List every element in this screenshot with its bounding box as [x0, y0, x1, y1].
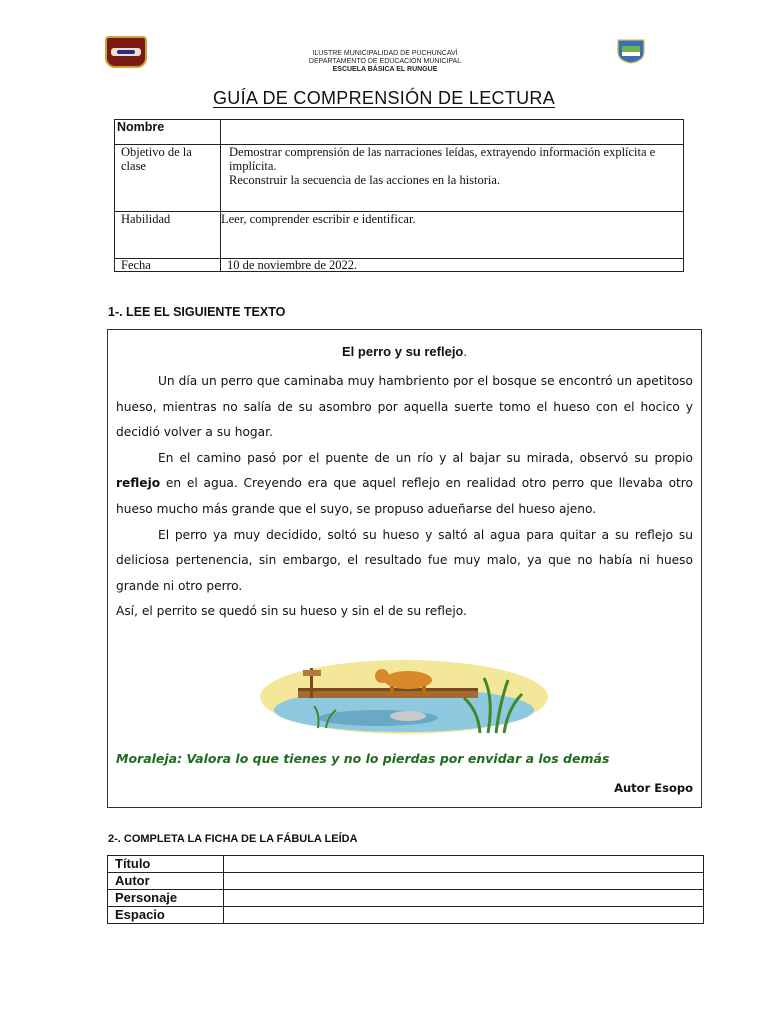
story-paragraph-3: El perro ya muy decidido, soltó su hueso y saltó al agua para quitar a su reflejo su deliciosa pertenencia, sin embargo, el resultado fue muy malo, ya que no había ni hueso grande ni otro perro. [116, 527, 693, 593]
fecha-label: Fecha [115, 259, 221, 272]
story-p2-before: En el camino pasó por el puente de un río y al bajar su mirada, observó su propio [158, 450, 693, 465]
info-table [114, 119, 684, 272]
institution-header [250, 50, 520, 74]
form-row [108, 856, 704, 873]
header-line-1: ILUSTRE MUNICIPALIDAD DE PUCHUNCAVÍ [312, 50, 458, 57]
dog-reflection-illustration [258, 658, 550, 736]
fecha-value: 10 de noviembre de 2022. [221, 259, 684, 272]
form-row [108, 890, 704, 907]
form-field-espacio[interactable] [224, 907, 704, 924]
objetivo-line-2: Reconstruir la secuencia de las acciones en la historia. [229, 173, 501, 187]
objetivo-value [221, 145, 684, 212]
story-title-text: El perro y su reflejo [342, 344, 464, 359]
form-field-autor[interactable] [224, 873, 704, 890]
page-title-text: GUÍA DE COMPRENSIÓN DE LECTURA [212, 88, 556, 108]
objetivo-line-1: Demostrar comprensión de las narraciones leídas, extrayendo información explícita e implícita. [229, 145, 656, 173]
nombre-label: Nombre [115, 120, 221, 145]
nombre-field[interactable] [221, 120, 684, 145]
habilidad-value: Leer, comprender escribir e identificar. [221, 212, 684, 259]
municipal-logo [616, 38, 646, 64]
form-label-personaje: Personaje [108, 890, 224, 907]
page-title [0, 88, 768, 109]
header-line-2: DEPARTAMENTO DE EDUCACIÓN MUNICIPAL [308, 58, 462, 65]
form-row [108, 907, 704, 924]
objetivo-label: Objetivo de la clase [115, 145, 221, 212]
story-paragraph-4: Así, el perrito se quedó sin su hueso y sin el de su reflejo. [116, 604, 467, 619]
form-field-titulo[interactable] [224, 856, 704, 873]
section-2-heading: 2-. COMPLETA LA FICHA DE LA FÁBULA LEÍDA [108, 833, 358, 845]
story-moral: Moraleja: Valora lo que tienes y no lo pierdas por envidar a los demás [116, 751, 610, 766]
story-text [116, 369, 693, 625]
form-label-espacio: Espacio [108, 907, 224, 924]
section-1-heading: 1-. LEE EL SIGUIENTE TEXTO [108, 305, 286, 319]
story-p2-bold: reflejo [116, 476, 161, 491]
form-label-titulo: Título [108, 856, 224, 873]
form-label-autor: Autor [108, 873, 224, 890]
story-paragraph-1: Un día un perro que caminaba muy hambriento por el bosque se encontró un apetitoso hueso, mientras no salía de su asombro por aquella suerte tomo el hueso con el hocico y decidió volver a su hogar. [116, 374, 693, 440]
story-p2-after: en el agua. Creyendo era que aquel reflejo en realidad otro perro que llevaba otro hueso mucho más grande que el suyo, se propuso adueñarse del hueso ajeno. [116, 476, 693, 516]
header-line-3: ESCUELA BÁSICA EL RUNGUE [332, 66, 438, 73]
habilidad-label: Habilidad [115, 212, 221, 259]
story-title [108, 344, 701, 359]
form-row [108, 873, 704, 890]
school-logo [105, 36, 147, 68]
story-author: Autor Esopo [614, 781, 693, 795]
story-box [107, 329, 702, 808]
story-title-period: . [463, 344, 467, 359]
form-field-personaje[interactable] [224, 890, 704, 907]
story-paragraph-2 [116, 446, 693, 523]
fable-form-table [107, 855, 704, 924]
